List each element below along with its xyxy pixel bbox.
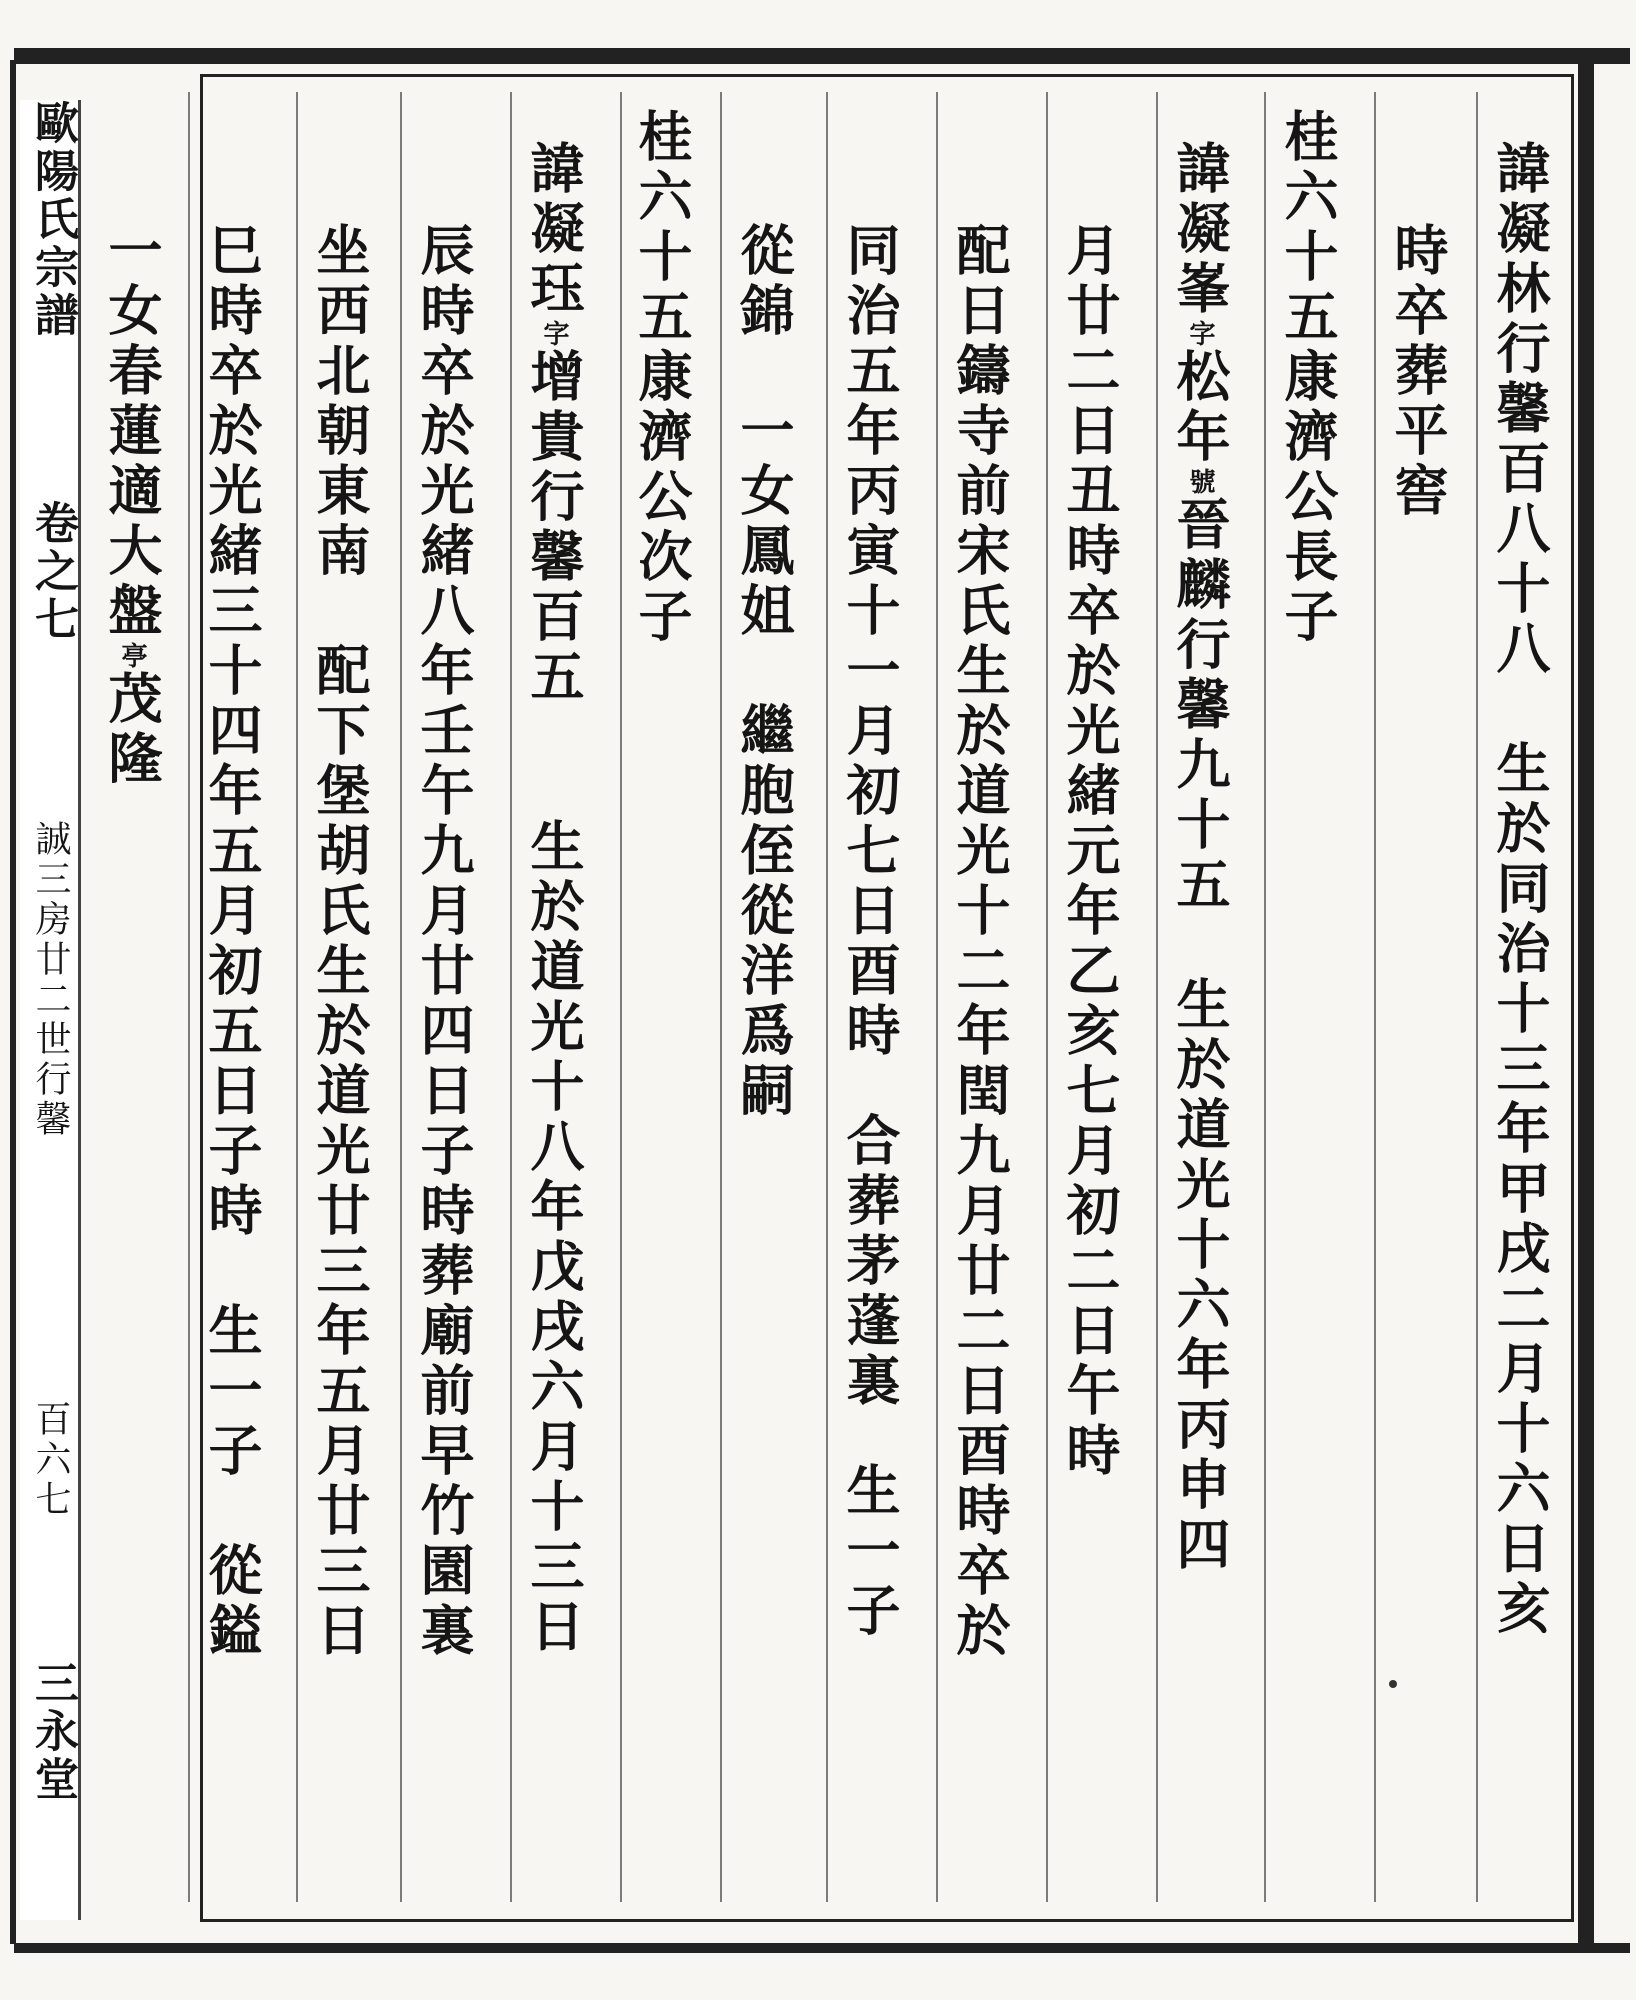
record-column-7 xyxy=(838,222,902,1642)
entry-text: 配日鑄寺前宋氏生於道光十二年閏九月廿二日酉時卒於 xyxy=(948,222,1012,1662)
entry-text: 生一子 xyxy=(838,1462,902,1642)
record-column-6 xyxy=(948,222,1012,1662)
column-divider xyxy=(296,92,298,1902)
entry-text: 配下堡胡氏生於道光廿三年五月廿三日 xyxy=(308,642,372,1662)
left-edge-border xyxy=(10,60,16,1944)
spine-page-number: 百六七 xyxy=(30,1400,71,1520)
entry-text: 坐西北朝東南 xyxy=(308,222,372,582)
record-column-10 xyxy=(522,140,586,1658)
record-column-12 xyxy=(308,222,372,1662)
spine-volume: 卷之七 xyxy=(27,500,78,644)
entry-text: 生於道光十六年丙申四 xyxy=(1168,976,1232,1576)
spine-title: 歐陽氏宗譜 xyxy=(27,100,78,340)
entry-text: 桂六十五康濟公次子 xyxy=(630,108,694,648)
column-divider xyxy=(400,92,402,1902)
entry-text: 生於道光十八年戊戌六月十三日 xyxy=(522,818,586,1658)
record-column-13 xyxy=(200,222,264,1662)
record-column-1 xyxy=(1488,140,1552,1640)
entry-text: 生於同治十三年甲戌二月十六日亥 xyxy=(1488,740,1552,1640)
entry-text: 從錦 xyxy=(732,222,796,342)
entry-text: 一女鳳姐 xyxy=(732,402,796,642)
entry-text: 同治五年丙寅十一月初七日酉時 xyxy=(838,222,902,1062)
entry-text: 諱凝峯 xyxy=(1168,140,1232,320)
entry-text: 繼胞侄從洋爲嗣 xyxy=(732,702,796,1122)
entry-text: 茂隆 xyxy=(100,670,164,790)
column-divider xyxy=(1264,92,1266,1902)
record-column-3 xyxy=(1276,108,1340,648)
entry-text: 合葬茅蓬裏 xyxy=(838,1112,902,1412)
annotation-note: 號 xyxy=(1185,468,1215,496)
record-column-11 xyxy=(412,222,476,1662)
entry-text: 時卒葬平窖 xyxy=(1386,222,1450,522)
top-border xyxy=(14,48,1630,64)
column-divider xyxy=(188,92,190,1902)
column-divider xyxy=(720,92,722,1902)
entry-text: 晉麟行馨九十五 xyxy=(1168,496,1232,916)
annotation-note: 亭 xyxy=(117,642,147,670)
entry-text: 諱凝珏 xyxy=(522,140,586,320)
spine-hall-name: 三永堂 xyxy=(27,1660,78,1804)
column-divider xyxy=(1476,92,1478,1902)
book-spine xyxy=(20,100,81,1920)
entry-text: 增貴行馨百五 xyxy=(522,348,586,708)
column-divider xyxy=(620,92,622,1902)
column-divider xyxy=(1046,92,1048,1902)
entry-text: 巳時卒於光緒三十四年五月初五日子時 xyxy=(200,222,264,1242)
record-column-8 xyxy=(732,222,796,1122)
record-column-4 xyxy=(1168,140,1232,1576)
record-column-2 xyxy=(1386,222,1450,522)
column-divider xyxy=(510,92,512,1902)
record-column-14 xyxy=(100,222,164,790)
right-edge-border xyxy=(1578,62,1594,1944)
record-column-9 xyxy=(630,108,694,648)
entry-text: 生一子 xyxy=(200,1302,264,1482)
entry-text: 月廿二日丑時卒於光緒元年乙亥七月初二日午時 xyxy=(1058,222,1122,1482)
annotation-note: 字 xyxy=(539,320,569,348)
column-divider xyxy=(826,92,828,1902)
record-column-5 xyxy=(1058,222,1122,1482)
bottom-border xyxy=(14,1943,1630,1953)
column-divider xyxy=(1374,92,1376,1902)
entry-text: 辰時卒於光緒八年壬午九月廿四日子時葬廟前早竹園裏 xyxy=(412,222,476,1662)
spine-branch: 誠三房廿二世行馨 xyxy=(30,820,71,1140)
column-divider xyxy=(936,92,938,1902)
entry-text: 從鎰 xyxy=(200,1542,264,1662)
column-divider xyxy=(1156,92,1158,1902)
entry-text: 一女春蓮適大盤 xyxy=(100,222,164,642)
ink-speck xyxy=(1389,1680,1397,1688)
entry-text: 松年 xyxy=(1168,348,1232,468)
entry-text: 桂六十五康濟公長子 xyxy=(1276,108,1340,648)
annotation-note: 字 xyxy=(1185,320,1215,348)
entry-text: 諱凝林行馨百八十八 xyxy=(1488,140,1552,680)
